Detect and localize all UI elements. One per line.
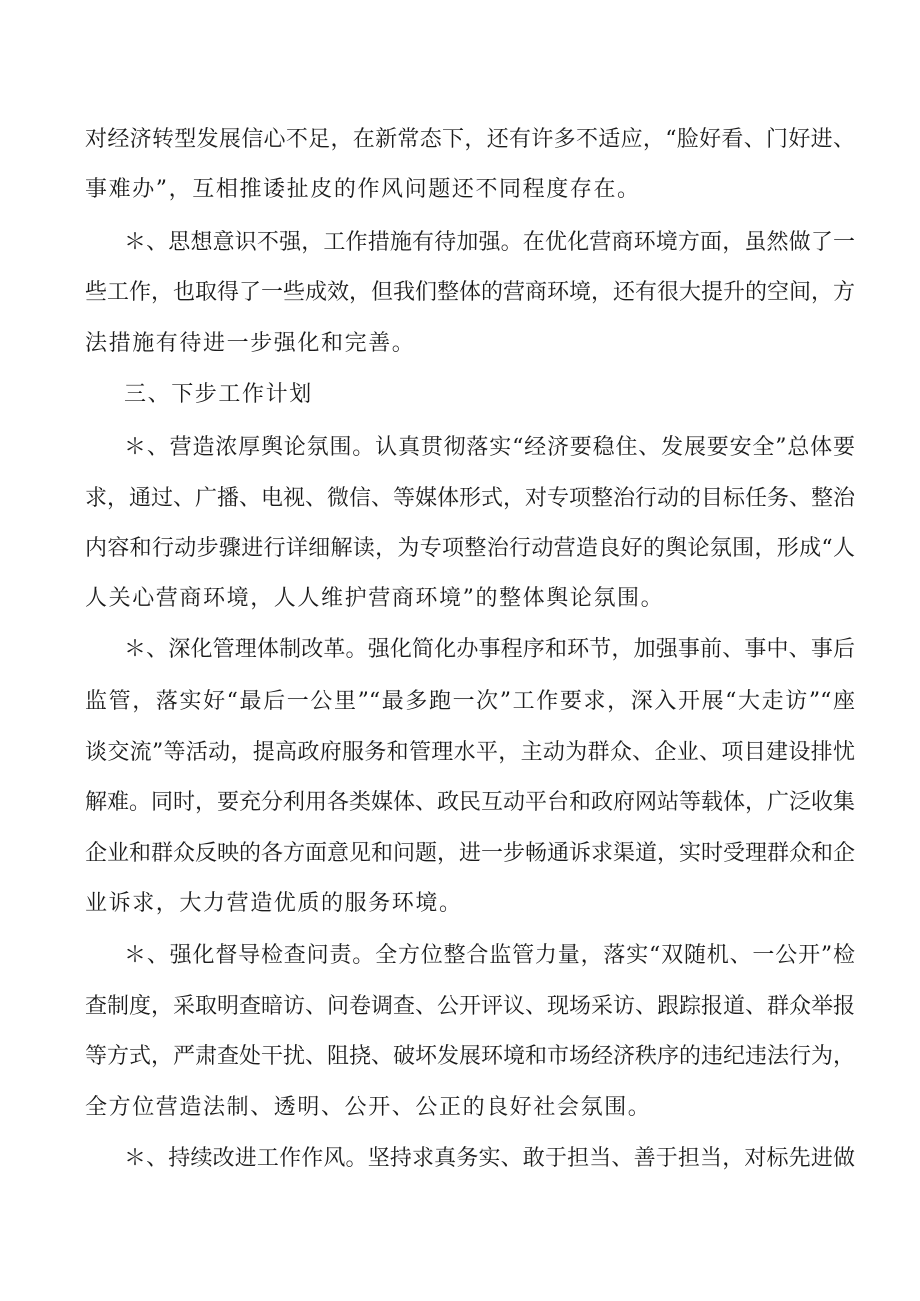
text-line: 求，通过、广播、电视、微信、等媒体形式，对专项整治行动的目标任务、整治 [85,486,856,511]
text-line: 等方式，严肃查处干扰、阻挠、破坏发展环境和市场经济秩序的违纪违法行为， [85,1044,856,1069]
text-line: ＊、营造浓厚舆论氛围。认真贯彻落实“经济要稳住、发展要安全”总体要 [124,435,855,460]
text-line: 解难。同时，要充分利用各类媒体、政民互动平台和政府网站等载体，广泛收集 [85,790,856,815]
text-line: ＊、深化管理体制改革。强化简化办事程序和环节，加强事前、事中、事后 [124,637,855,662]
text-line: 企业和群众反映的各方面意见和问题，进一步畅通诉求渠道，实时受理群众和企 [85,841,856,866]
text-line: 人关心营商环境，人人维护营商环境”的整体舆论氛围。 [85,586,665,611]
text-line: 查制度，采取明查暗访、问卷调查、公开评议、现场采访、跟踪报道、群众举报 [85,994,856,1019]
text-line: ＊、思想意识不强，工作措施有待加强。在优化营商环境方面，虽然做了一 [124,230,855,255]
text-line: ＊、持续改进工作作风。坚持求真务实、敢于担当、善于担当，对标先进做 [124,1146,855,1171]
text-line: ＊、强化督导检查问责。全方位整合监管力量，落实“双随机、一公开”检 [124,943,855,968]
text-line: 对经济转型发展信心不足，在新常态下，还有许多不适应，“脸好看、门好进、 [85,127,855,152]
section-heading: 三、下步工作计划 [124,382,313,407]
text-line: 事难办”，互相推诿扯皮的作风问题还不同程度存在。 [85,177,641,202]
text-line: 些工作，也取得了一些成效，但我们整体的营商环境，还有很大提升的空间，方 [85,280,856,305]
text-line: 谈交流”等活动，提高政府服务和管理水平，主动为群众、企业、项目建设排忧 [85,740,855,765]
text-line: 法措施有待进一步强化和完善。 [85,331,416,356]
text-line: 内容和行动步骤进行详细解读，为专项整治行动营造良好的舆论氛围，形成“人 [85,536,855,561]
text-line: 业诉求，大力营造优质的服务环境。 [85,891,463,916]
text-line: 全方位营造法制、透明、公开、公正的良好社会氛围。 [85,1095,652,1120]
text-line: 监管，落实好“最后一公里”“最多跑一次”工作要求，深入开展“大走访”“座 [85,689,855,714]
